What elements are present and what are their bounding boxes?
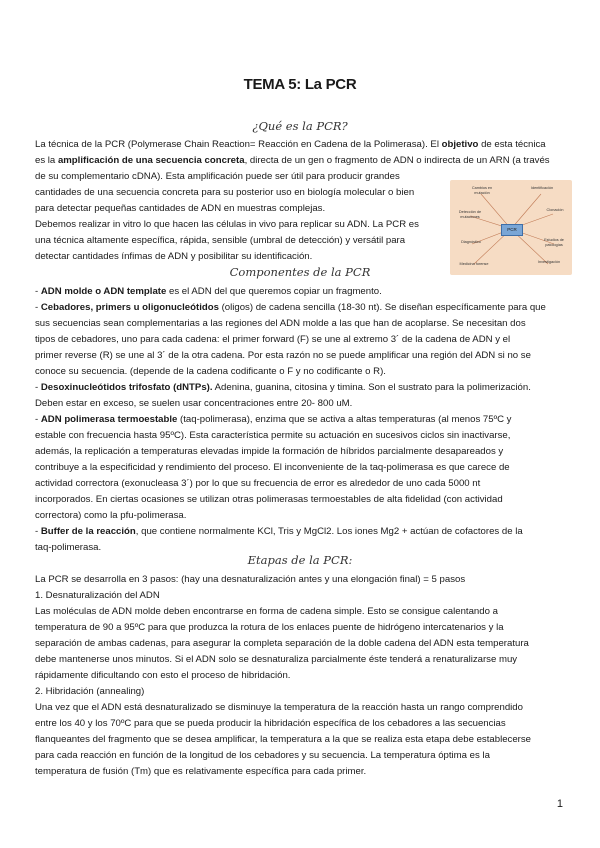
text-line: [35, 300, 546, 316]
text-run: , directa de un gen o fragmento de ADN o indirecta de un ARN (a través: [244, 155, 550, 166]
text-line: [35, 524, 523, 540]
diagram-label: Detección de mutaciones: [458, 210, 482, 219]
text-line: [35, 732, 531, 748]
text-run: para detectar pequeñas cantidades de ADN en muestras complejas.: [35, 203, 326, 214]
text-run: separación de ambas cadenas, para asegurar la completa separación de la doble cadena del ADN esta temperatura: [35, 638, 529, 649]
text-run: debe mantenerse unos minutos. Si el ADN solo se desnaturaliza parcialmente éste tenderá a renaturalizarse muy: [35, 654, 518, 665]
text-run: Deben estar en exceso, se suelen usar concentraciones entre 20- 800 uM.: [35, 398, 353, 409]
text-run: contribuye a la especificidad y rendimiento del proceso. El inconveniente de la taq-polimerasa es que carece de: [35, 462, 510, 473]
text-line: [35, 508, 186, 524]
text-run: Adenina, guanina, citosina y timina. Son el sustrato para la polimerización.: [212, 382, 531, 393]
text-line: [35, 540, 101, 556]
text-line: [35, 652, 517, 668]
text-line: [35, 412, 511, 428]
text-run: una técnica altamente específica, rápida, sensible (umbral de detección) y versátil para: [35, 235, 406, 246]
text-run: Las moléculas de ADN molde deben encontrarse en forma de cadena simple. Esto se consigue calentando a: [35, 606, 498, 617]
text-line: [35, 588, 160, 604]
pcr-applications-diagram: [450, 180, 572, 275]
text-line: [35, 476, 480, 492]
text-run: La PCR se desarrolla en 3 pasos: (hay una desnaturalización antes y una elongación final) = 5 pasos: [35, 574, 466, 585]
text-line: [35, 636, 529, 652]
text-run: 2. Hibridación (annealing): [35, 686, 145, 697]
text-run: taq-polimerasa.: [35, 542, 102, 553]
text-run: incorporados. En ciertas ocasiones se utilizan otras polimerasas termoestables de alta fidelidad (con actividad: [35, 494, 503, 505]
text-line: [35, 332, 510, 348]
text-line: [35, 700, 523, 716]
diagram-label: Investigación: [537, 260, 561, 264]
text-run: de su complementario cDNA). Esta amplificación puede ser útil para producir grandes: [35, 171, 400, 182]
bold-term: objetivo: [441, 139, 479, 150]
text-line: [35, 396, 352, 412]
text-run: temperatura de 90 a 95ºC para que produzca la rotura de los enlaces puente de hidrógeno intercatenarios y la: [35, 622, 504, 633]
section-heading-etapas: Etapas de la PCR:: [247, 553, 353, 567]
diagram-center-node: PCR: [501, 224, 523, 236]
diagram-label: Identificación: [530, 186, 554, 190]
text-run: entre los 40 y los 70ºC para que se pueda producir la hibridación específica de los cebadores a las secuencias: [35, 718, 506, 729]
text-run: -: [35, 414, 41, 425]
diagram-label: Medicina forense: [459, 262, 489, 266]
bold-term: Cebadores, primers u oligonucleótidos: [40, 302, 219, 313]
text-line: [35, 604, 498, 620]
diagram-label: Estudios de patologías: [544, 238, 564, 247]
text-run: estable con frecuencia hasta 95ºC). Esta característica permite su actuación en sucesivos ciclos sin inactivarse,: [35, 430, 511, 441]
text-run: tipos de cebadores, uno para cada cadena: el primer forward (F) se une al extremo 3´ de la cadena de ADN y el: [35, 334, 511, 345]
text-run: correctora) como la pfu-polimerasa.: [35, 510, 187, 521]
text-line: [35, 460, 510, 476]
diagram-label: Clonación: [546, 208, 564, 212]
text-run: flanqueantes del fragmento que se desea amplificar, la temperatura a la que se realiza esta etapa debe establecerse: [35, 734, 531, 745]
text-line: [35, 620, 504, 636]
text-line: [35, 716, 506, 732]
text-run: -: [35, 302, 41, 313]
text-line: [35, 169, 400, 185]
diagram-label: Cambios en mutación: [471, 186, 493, 195]
text-run: de esta técnica: [478, 139, 546, 150]
text-line: [35, 764, 366, 780]
bold-term: amplificación de una secuencia concreta: [57, 155, 245, 166]
text-line: [35, 668, 290, 684]
text-line: [35, 233, 405, 249]
text-line: [35, 137, 546, 153]
text-run: -: [35, 526, 41, 537]
text-run: 1. Desnaturalización del ADN: [35, 590, 160, 601]
text-run: sus secuencias sean complementarias a las regiones del ADN molde a las que han de acoplarse. Se necesitan dos: [35, 318, 526, 329]
text-run: es la: [35, 155, 58, 166]
text-run: (oligos) de cadena sencilla (18-30 nt). Se diseñan específicamente para que: [218, 302, 546, 313]
text-run: conoce su secuencia. (depende de la cadena codificante o F y no codificante o R).: [35, 366, 386, 377]
text-run: actividad correctora (exonucleasa 3´) por lo que su frecuencia de error es alrededor de uno cada 5000 nt: [35, 478, 481, 489]
page-number: 1: [556, 798, 563, 810]
bold-term: ADN molde o ADN template: [40, 286, 167, 297]
bold-term: Buffer de la reacción: [40, 526, 136, 537]
text-line: [35, 316, 526, 332]
diagram-label: Diagnóstico: [461, 240, 481, 244]
bold-term: Desoxinucleótidos trifosfato (dNTPs).: [40, 382, 213, 393]
text-run: -: [35, 382, 41, 393]
text-line: [35, 380, 531, 396]
text-line: [35, 748, 490, 764]
text-line: [35, 201, 325, 217]
section-heading-componentes: Componentes de la PCR: [229, 265, 371, 279]
text-run: (taq-polimerasa), enzima que se activa a altas temperaturas (al menos 75ºC y: [177, 414, 512, 425]
text-run: detectar cantidades ínfimas de ADN y posibilitar su identificación.: [35, 251, 313, 262]
text-run: -: [35, 286, 41, 297]
text-line: [35, 428, 510, 444]
text-run: temperatura de fusión (Tm) que es relativamente específica para cada primer.: [35, 766, 367, 777]
section-heading-que-es: ¿Qué es la PCR?: [252, 119, 348, 133]
text-line: [35, 364, 386, 380]
text-line: [35, 348, 531, 364]
page-title: TEMA 5: La PCR: [243, 76, 357, 93]
text-line: [35, 684, 144, 700]
text-line: [35, 249, 312, 265]
text-line: [35, 153, 550, 169]
text-run: cantidades de una secuencia concreta para su posterior uso en biología molecular o bien: [35, 187, 415, 198]
text-line: [35, 217, 419, 233]
text-line: [35, 444, 503, 460]
text-run: primer reverse (R) se une al 3´ de la otra cadena. Por esta razón no se puede amplificar una región del ADN si no se: [35, 350, 531, 361]
text-run: para cada reacción en función de la longitud de los cebadores y su secuencia. La temperatura óptima es la: [35, 750, 490, 761]
text-run: rápidamente dificultando con esto el proceso de hibridación.: [35, 670, 291, 681]
text-run: es el ADN del que queremos copiar un fragmento.: [166, 286, 382, 297]
text-run: Debemos realizar in vitro lo que hacen las células in vivo para replicar su ADN. La PCR es: [35, 219, 419, 230]
bold-term: ADN polimerasa termoestable: [40, 414, 178, 425]
text-line: [35, 572, 465, 588]
text-line: [35, 284, 382, 300]
text-run: además, la replicación a temperaturas elevadas impide la formación de híbridos parcialmente desapareados y: [35, 446, 504, 457]
text-line: [35, 185, 414, 201]
text-line: [35, 492, 503, 508]
text-run: , que contiene normalmente KCl, Tris y MgCl2. Los iones Mg2 + actúan de cofactores de la: [135, 526, 523, 537]
text-run: La técnica de la PCR (Polymerase Chain Reaction= Reacción en Cadena de la Polimerasa). El: [35, 139, 442, 150]
text-run: Una vez que el ADN está desnaturalizado se disminuye la temperatura de la reacción hasta un rango comprendido: [35, 702, 523, 713]
